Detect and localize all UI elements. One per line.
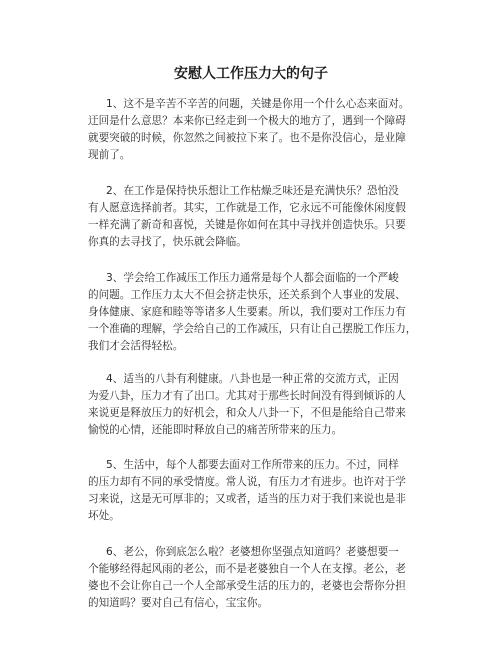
paragraph-line: 一样充满了新奇和喜悦，关键是你如何在其中寻找并创造快乐。只要 [88,219,406,231]
paragraph-line: 坏处。 [88,510,120,522]
paragraph-line: 就要突破的时候，你忽然之间被拉下来了。也不是你没信心，是业障 [88,132,406,144]
paragraph-line: 的知道吗？要对自己有信心，宝宝你。 [88,597,269,609]
paragraph-line: 2、在工作是保持快乐想让工作枯燥乏味还是充满快乐？恐怕没 [106,185,399,197]
paragraph-4 [88,371,440,439]
paragraph-line: 3、学会给工作减压工作压力通常是每个人都会面临的一个严峻 [106,272,399,284]
paragraph-line: 4、适当的八卦有利健康。八卦也是一种正常的交流方式，正因 [106,373,399,385]
paragraph-line: 的问题。工作压力太大不但会挤走快乐，还关系到个人事业的发展、 [88,289,406,301]
paragraph-line: 来说更是释放压力的好机会，和众人八卦一下，不但是能给自己带来 [88,407,406,419]
paragraph-2 [88,183,440,251]
paragraph-line: 现前了。 [88,149,131,161]
paragraph-5 [88,457,440,525]
paragraph-line: 身体健康、家庭和睦等等诸多人生要素。所以，我们要对工作压力有 [88,306,406,318]
paragraph-line: 个能够经得起风雨的老公，而不是老婆独自一个人在支撑。老公，老 [88,563,406,575]
paragraph-6 [88,544,440,612]
paragraph-line: 5、生活中，每个人都要去面对工作所带来的压力。不过，同样 [106,459,399,471]
document-title: 安慰人工作压力大的句子 [174,66,328,82]
paragraph-3 [88,270,440,355]
paragraph-line: 习来说，这是无可厚非的；又或者，适当的压力对于我们来说也是非 [88,493,406,505]
paragraph-line: 6、老公，你到底怎么啦？老婆想你坚强点知道吗？老婆想要一 [106,546,399,558]
paragraph-line: 迂回是什么意思？本来你已经走到一个极大的地方了，遇到一个障碍 [88,115,406,127]
paragraph-line: 的压力却有不同的承受情度。常人说，有压力才有进步。也许对于学 [88,476,406,488]
paragraph-line: 1、这不是辛苦不辛苦的问题，关键是你用一个什么心态来面对。 [106,98,410,110]
paragraph-line: 我们才会活得轻松。 [88,340,184,352]
paragraph-line: 有人愿意选择前者。其实，工作就是工作，它永远不可能像休闲度假 [88,202,406,214]
paragraph-1 [88,96,440,164]
paragraph-line: 为爱八卦，压力才有了出口。尤其对于那些长时间没有得到倾诉的人 [88,390,406,402]
paragraph-line: 婆也不会让你自己一个人全部承受生活的压力的，老婆也会帮你分担 [88,580,406,592]
paragraph-line: 愉悦的心情，还能即时释放自己的痛苦所带来的压力。 [88,424,343,436]
paragraph-line: 你真的去寻找了，快乐就会降临。 [88,236,247,248]
paragraph-line: 一个准确的理解，学会给自己的工作减压，只有让自己摆脱工作压力， [88,323,417,335]
